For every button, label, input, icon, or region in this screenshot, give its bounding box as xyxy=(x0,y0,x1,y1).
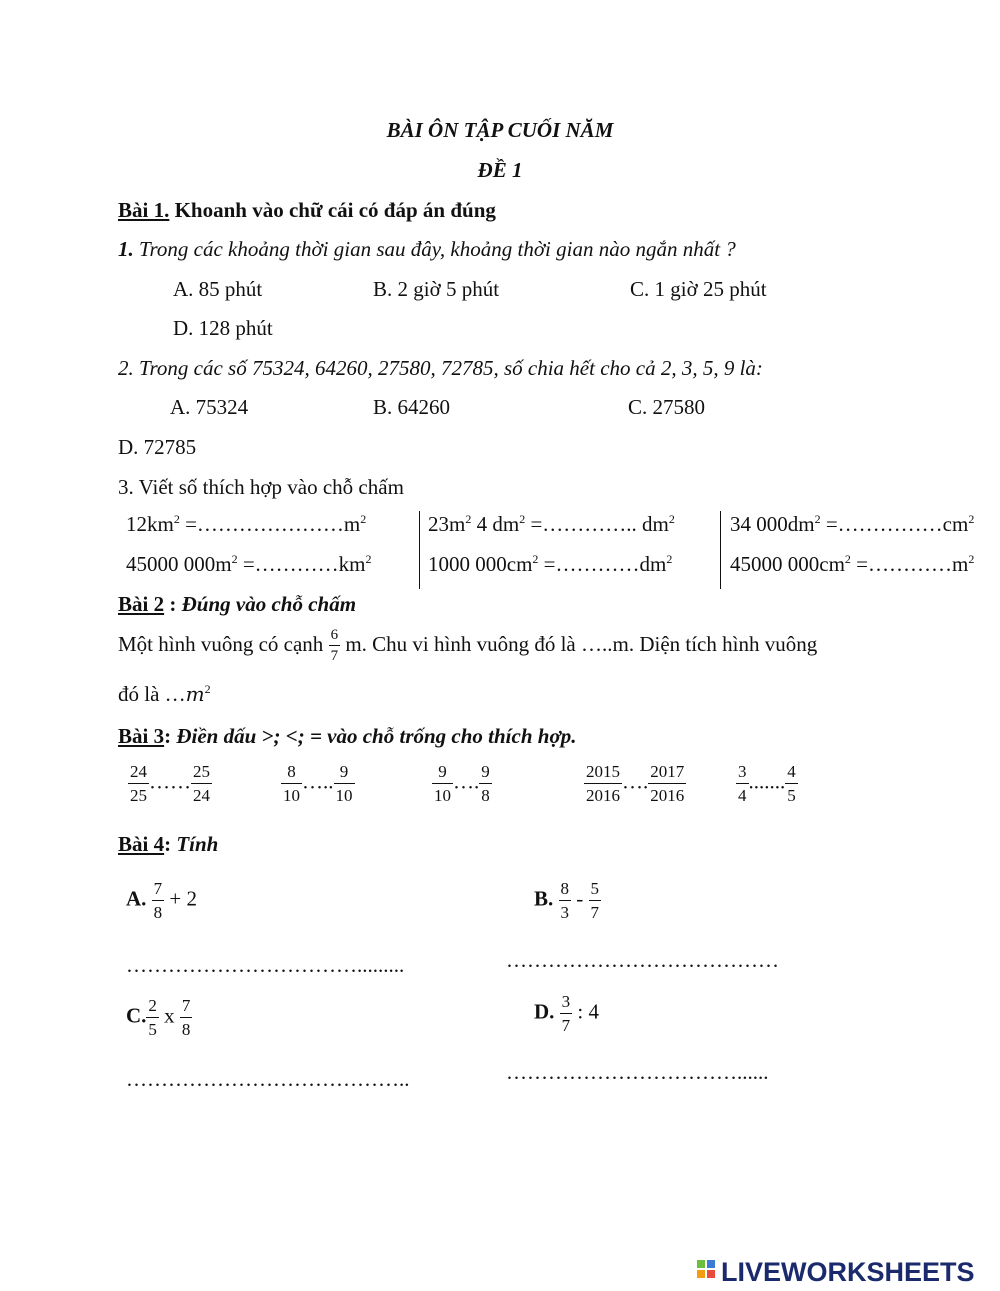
calc-b: B. $\frac{8}{3}$ - $\frac{5}{7}$ xyxy=(534,879,600,922)
compare-pair-3[interactable]: $\frac{9}{10}$ …. $\frac{9}{8}$ xyxy=(434,762,490,805)
logo-square-icon xyxy=(697,1260,705,1268)
logo-square-icon xyxy=(707,1260,715,1268)
q3-cell-6[interactable]: 45000 $000cm^2$ $=\dots\dots\dots\dots m^2$ xyxy=(730,552,975,576)
bai2-heading: Bài 2 : Đúng vào chỗ chấm xyxy=(118,592,357,616)
q1-option-c[interactable]: C. 1 giờ 25 phút xyxy=(630,277,767,301)
q1-number: 1. xyxy=(118,237,134,261)
bai4-label: Bài 4 xyxy=(118,832,165,856)
q1-text xyxy=(118,237,736,262)
calc-d: D. $\frac{3}{7}$ : 4 xyxy=(534,992,600,1035)
grid-divider-1 xyxy=(419,511,420,589)
q3-cell-1[interactable]: $12km^2$ $=\dots\dots\dots\dots\dots\dots\dots m^2$ xyxy=(126,512,367,536)
q1-option-a[interactable]: A. 85 phút xyxy=(173,277,263,301)
q1-option-d[interactable]: D. 128 phút xyxy=(173,316,273,340)
q1-option-b[interactable]: B. 2 giờ 5 phút xyxy=(373,277,500,301)
bai3-label: Bài 3 xyxy=(118,724,165,748)
q3-cell-3[interactable]: 34 $000dm^2$ $=\dots\dots\dots\dots\dots cm^2$ xyxy=(730,512,975,536)
bai2-line1: Một hình vuông có cạnh $\frac{6}{7}$ m. Chu vi hình vuông đó là …..m. Diện tích hình vuông xyxy=(118,627,818,664)
q1-question: Trong các khoảng thời gian sau đây, khoảng thời gian nào ngắn nhất ? xyxy=(133,237,736,261)
q2-option-d[interactable]: D. 72785 xyxy=(118,435,197,459)
bai3-heading: Bài 3: Điền dấu >; <; = vào chỗ trống cho thích hợp. xyxy=(118,724,577,748)
q3-cell-5[interactable]: 1000 $000cm^2$ $=\dots\dots\dots\dots dm^2$ xyxy=(428,552,673,576)
answer-line-b[interactable]: ………………………………… xyxy=(506,948,779,972)
q2-question: 2. Trong các số 75324, 64260, 27580, 72785, số chia hết cho cả 2, 3, 5, 9 là: xyxy=(118,356,763,380)
answer-line-d[interactable]: ……………………………...... xyxy=(506,1060,769,1084)
q2-option-b[interactable]: B. 64260 xyxy=(373,395,451,419)
q2-option-c[interactable]: C. 27580 xyxy=(628,395,706,419)
q3-question: 3. Viết số thích hợp vào chỗ chấm xyxy=(118,475,404,499)
bai2-line2[interactable]: đó là $\dots m^2$ xyxy=(118,682,211,706)
bai1-heading xyxy=(118,198,496,223)
bai4-instruction: Tính xyxy=(176,832,219,856)
bai2-label: Bài 2 xyxy=(118,592,165,616)
logo-text: LIVEWORKSHEETS xyxy=(721,1257,975,1287)
compare-pair-5[interactable]: $\frac{3}{4}$ ....... $\frac{4}{5}$ xyxy=(738,762,796,805)
grid-divider-2 xyxy=(720,511,721,589)
q2-option-a[interactable]: A. 75324 xyxy=(170,395,249,419)
compare-pair-1[interactable]: $\frac{24}{25}$ …… $\frac{25}{24}$ xyxy=(130,762,210,805)
logo-square-icon xyxy=(707,1270,715,1278)
bai1-label: Bài 1. xyxy=(118,198,170,222)
bai1-instruction: Khoanh vào chữ cái có đáp án đúng xyxy=(169,198,496,222)
q3-cell-2[interactable]: $23m^2$ 4 $dm^2$ =………….. $dm^2$ xyxy=(428,512,675,536)
bai2-instruction: Đúng vào chỗ chấm xyxy=(181,592,357,616)
page-title: BÀI ÔN TẬP CUỐI NĂM xyxy=(386,118,614,142)
answer-line-c[interactable]: ………………………………….. xyxy=(126,1067,410,1091)
q3-cell-4[interactable]: 45000 $000m^2$ $=\dots\dots\dots\dots km^2$ xyxy=(126,552,372,576)
logo-square-icon xyxy=(697,1270,705,1278)
compare-pair-4[interactable]: $\frac{2015}{2016}$ …. $\frac{2017}{2016}$ xyxy=(586,762,685,805)
side-fraction: $\frac{6}{7}$ xyxy=(330,627,339,664)
bai3-instruction: Điền dấu >; <; = vào chỗ trống cho thích hợp. xyxy=(176,724,577,748)
compare-pair-2[interactable]: $\frac{8}{10}$ ….. $\frac{9}{10}$ xyxy=(283,762,353,805)
page-subtitle: ĐỀ 1 xyxy=(477,158,523,182)
answer-line-a[interactable]: ……………………………......... xyxy=(126,953,405,977)
bai4-heading: Bài 4: Tính xyxy=(118,832,219,856)
calc-a: A. $\frac{7}{8}$ + 2 xyxy=(126,879,198,922)
calc-c: C. $\frac{2}{5}$ x $\frac{7}{8}$ xyxy=(126,996,191,1039)
